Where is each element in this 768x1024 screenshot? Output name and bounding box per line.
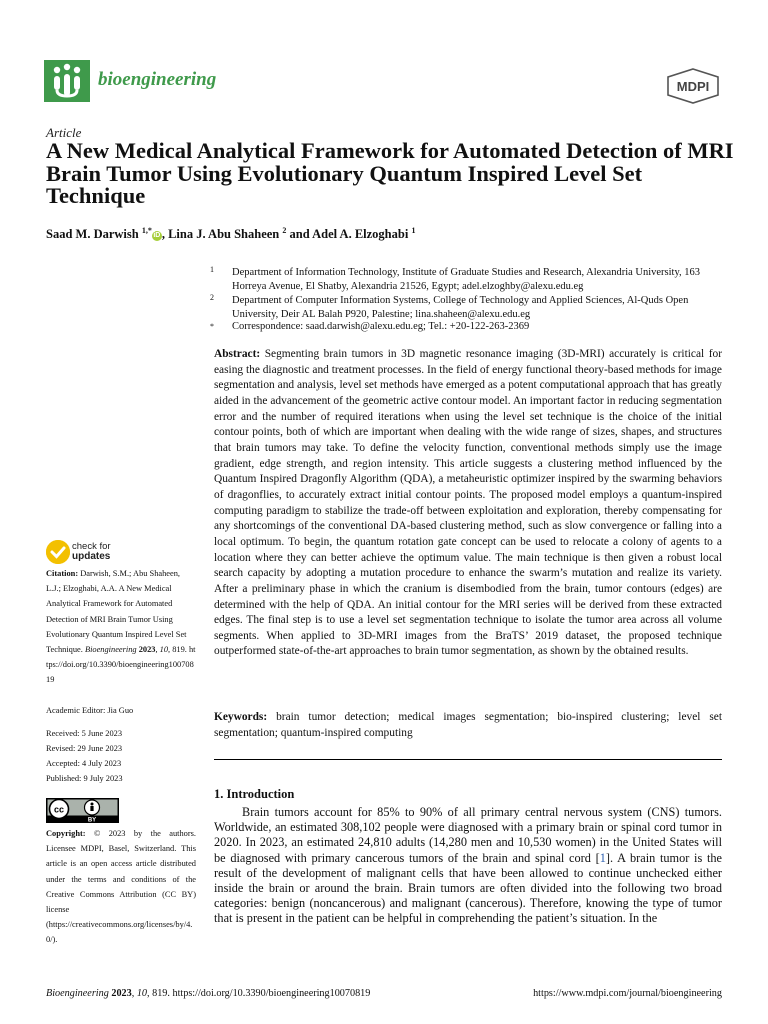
- journal-name[interactable]: bioengineering: [98, 69, 217, 90]
- author-name[interactable]: Adel A. Elzoghabi: [312, 227, 409, 242]
- citation-volume: 10: [159, 645, 168, 655]
- journal-logo-mark: [44, 60, 90, 102]
- copyright-text: © 2023 by the authors. Licensee MDPI, Basel, Switzerland. This article is an open access article distributed under the terms and conditions of the Creative Commons Attribution (CC BY) license (https://creativecommons.org/licenses/by/4.0/).: [46, 829, 197, 945]
- author-separator: and: [286, 227, 313, 242]
- section-divider: [214, 759, 722, 760]
- affiliation-number: 1: [210, 265, 214, 274]
- intro-text-a: Brain tumors account for 85% to 90% of all primary central nervous system (CNS) tumors. Worldwide, an estimated 308,102 people were diagnosed with a primary brain or spinal cord tumor in 2020. In 2023, an estimated 24,810 adults (14,280 men and 10,530 women) in the United States will be diagnosed with primary cancerous tumors of the brain and spinal cord [: [214, 805, 722, 865]
- author-affil-sup: 1: [411, 226, 416, 235]
- footer-doi[interactable]: , 819. https://doi.org/10.3390/bioengineering10070819: [147, 988, 371, 999]
- footer-journal: Bioengineering: [46, 988, 109, 999]
- affiliation-2: [210, 293, 724, 322]
- cc-by-badge: [46, 798, 119, 823]
- journal-logo: [44, 60, 90, 102]
- author-affil-sup: 2: [282, 226, 287, 235]
- affiliation-text: Department of Computer Information Systems, College of Technology and Applied Sciences, Al-Quds Open University, Deir AL Balah P920, Palestine; lina.shaheen@alexu.edu.eg: [232, 295, 689, 320]
- author-name[interactable]: Lina J. Abu Shaheen: [168, 227, 280, 242]
- abstract: [214, 347, 722, 660]
- footer-journal-url[interactable]: https://www.mdpi.com/journal/bioengineering: [533, 988, 722, 999]
- svg-text:cc: cc: [53, 804, 65, 815]
- citation-doi-link[interactable]: https://doi.org/10.3390/bioengineering10070819: [46, 645, 196, 685]
- footer-volume: 10: [136, 988, 148, 999]
- copyright-label: Copyright:: [46, 829, 86, 838]
- author-name[interactable]: Saad M. Darwish: [46, 227, 139, 242]
- received-date: Received: 5 June 2023: [46, 729, 123, 738]
- citation-year: 2023: [138, 645, 156, 655]
- citation-journal: Bioengineering: [84, 645, 137, 655]
- article-title: A New Medical Analytical Framework for Automated Detection of MRI Brain Tumor Using Evolutionary Quantum Inspired Level Set Technique: [46, 138, 734, 208]
- mdpi-logo[interactable]: [666, 68, 720, 104]
- section-heading-introduction: 1. Introduction: [214, 787, 295, 801]
- citation-pages: , 819.: [168, 645, 187, 655]
- correspondence-mark: *: [210, 322, 214, 331]
- citation-block: Citation: Darwish, S.M.; Abu Shaheen, L.J.; Elzoghabi, A.A. A New Medical Analytical Framework for Automated Detection of MRI Brain Tumor Using Evolutionary Quantum Inspired Level Set Technique. Bioengineering 2023, 10, 819. https://doi.org/10.3390/bioengineering10070819: [46, 569, 196, 685]
- reference-link[interactable]: 1: [599, 850, 606, 865]
- keywords-text: brain tumor detection; medical images segmentation; bio-inspired clustering; level set segmentation; quantum-inspired computing: [214, 711, 722, 739]
- citation-text: Darwish, S.M.; Abu Shaheen, L.J.; Elzoghabi, A.A. A New Medical Analytical Framework for Automated Detection of MRI Brain Tumor Using Evolutionary Quantum Inspired Level Set Technique.: [46, 569, 187, 655]
- introduction-paragraph: [214, 805, 722, 927]
- cc-by-license-icon[interactable]: [46, 798, 119, 823]
- accepted-date: Accepted: 4 July 2023: [46, 759, 122, 768]
- check-for-updates-label-2[interactable]: updates: [72, 551, 111, 562]
- cc-by-label: BY: [87, 817, 97, 823]
- abstract-label: Abstract:: [214, 348, 261, 360]
- check-for-updates-icon[interactable]: [46, 540, 70, 564]
- revised-date: Revised: 29 June 2023: [46, 744, 123, 753]
- orcid-icon[interactable]: iD: [153, 232, 161, 240]
- article-type: Article: [46, 125, 82, 140]
- affiliation-1: [210, 265, 724, 294]
- affiliation-number: 2: [210, 293, 214, 302]
- keywords: [214, 710, 722, 741]
- author-affil-sup: 1,*: [141, 226, 152, 235]
- checkmark-icon: [46, 540, 70, 564]
- abstract-text: Segmenting brain tumors in 3D magnetic resonance imaging (3D-MRI) accurately is critical for easing the diagnostic and treatment processes. In the field of energy functional theory-based methods for image segmentation and analysis, level set methods have emerged as a potent computational approach that has greatly aided in the advancement of the geometric active contour model. An important factor in reducing segmentation error and the number of required iterations when using the level set technique is the choice of the initial contour points, both of which are important when dealing with the wide range of sizes, shapes, and structures that brain tumors may take. To define the velocity function, conventional methods simply use the image gradient, edge strength, and region intensity. This article suggests a clustering method influenced by the Quantum Inspired Dragonfly Algorithm (QDA), a metaheuristic optimizer inspired by the swarming behaviors of dragonflies, to accurately extract initial contour points. The proposed model employs a quantum-inspired computing paradigm to stabilize the trade-off between exploitation and exploration, thereby compensating for any shortcomings of the conventional DA-based clustering method, such as slow convergence or falling into a local optimum. To begin, the quantum rotation gate concept can be used to relocate a colony of agents to a location where they can better achieve the optimum value. The main technique is then given a robust local search capacity by adopting a mutation procedure to enhance the swarm’s mutation and realize its variety. After a preliminary phase in which the cranium is disembodied from the brain, tumor contours (edges) are determined with the help of QDA. An initial contour for the MRI series will be derived from these extracted edges. The final step is to use a level set segmentation technique to isolate the tumor area across all volume segments. When applied to 3D-MRI images from the BraTS’ 2019 dataset, the proposed technique outperformed state-of-the-art approaches to brain tumor segmentation, as shown by the obtained results.: [214, 348, 722, 658]
- keywords-label: Keywords:: [214, 711, 268, 723]
- intro-text-b: ]. A brain tumor is the result of the development of malignant cells that have been allowed to continue unchecked either inside the brain or around the brain. Brain tumors are often divided into the following two broad categories: benign (noncancerous) and malignant (cancerous). Therefore, knowing the type of tumor that is present in the patient can be helpful in comprehending the patient’s situation. In the: [214, 850, 722, 926]
- mdpi-logo-text: MDPI: [676, 79, 710, 94]
- published-date: Published: 9 July 2023: [46, 774, 123, 783]
- academic-editor: Academic Editor: Jia Guo: [46, 706, 134, 715]
- check-for-updates-label[interactable]: check for: [72, 541, 111, 552]
- affiliation-text: Department of Information Technology, Institute of Graduate Studies and Research, Alexandria University, 163 Horreya Avenue, El Shatby, Alexandria 21526, Egypt; adel.elzoghby@alexu.edu.eg: [232, 267, 701, 292]
- correspondence-text: Correspondence: saad.darwish@alexu.edu.eg; Tel.: +20-122-263-2369: [232, 321, 530, 332]
- footer-citation: Bioengineering 2023, 10, 819. https://doi.org/10.3390/bioengineering10070819: [46, 988, 371, 999]
- citation-label: Citation:: [46, 569, 79, 578]
- author-list: [46, 226, 415, 242]
- mdpi-logo-mark: [666, 68, 720, 104]
- copyright-block: [46, 826, 196, 948]
- correspondence: [210, 320, 724, 334]
- footer-year: 2023: [111, 988, 132, 999]
- author-separator: ,: [161, 227, 169, 242]
